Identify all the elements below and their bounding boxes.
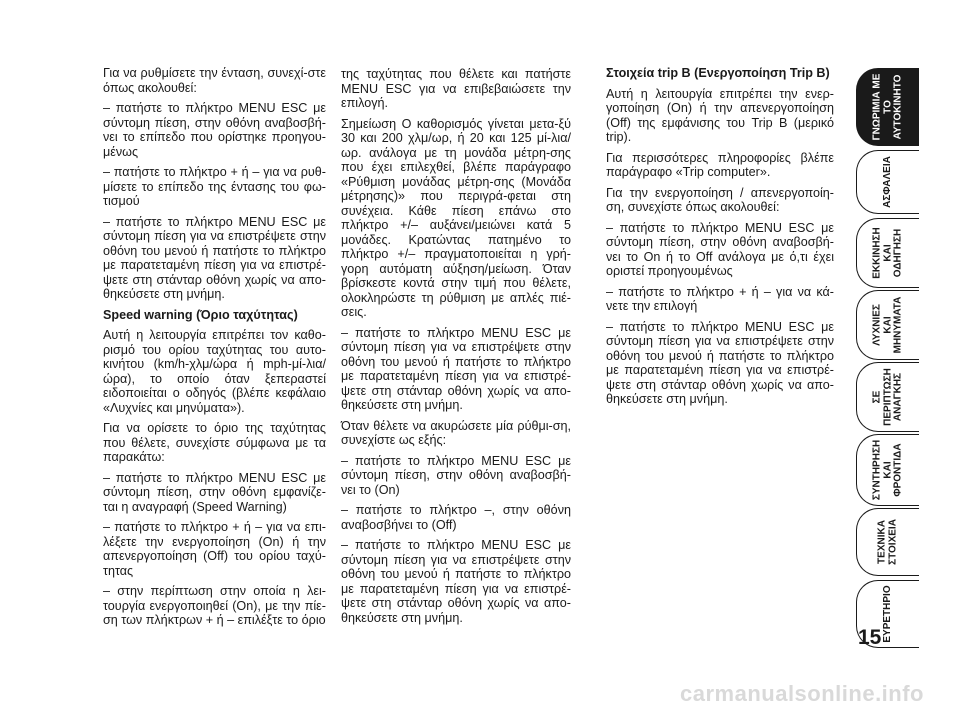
note-paragraph: Σημείωση Ο καθορισμός γίνεται μετα-ξύ 30 και 200 χλμ/ωρ, ή 20 και 125 μί-λια/ωρ. ανάλογα με τη μονάδα μέτρη-σης που έχει επιλεχθεί, βλέπε παράγραφο «Ρύθμιση μονάδας μέτρη-σης (Μονάδα μέτρησης)» που περιγρά-φεται στη συνέχεια. Κάθε πίεση επάνω στο πλήκτρο +/– αυξάνει/μειώνει κατά 5 μονάδες. Κρατώντας πατημένο το πλήκτρο +/– πραγματοποιείται η γρή-γορη αυτόματη αύξηση/μείωση. Όταν βρίσκεστε κοντά στην τιμή που θέλετε, ολοκληρώστε τη ρύθμιση με απλές πιέ-σεις. — [341, 116, 571, 319]
section-heading: Speed warning (Όριο ταχύτητας) — [103, 307, 298, 322]
paragraph: – πατήστε το πλήκτρο –, στην οθόνη αναβοσβήνει το (Off) — [341, 503, 571, 532]
paragraph: – πατήστε το πλήκτρο MENU ESC με σύντομη πίεση, στην οθόνη αναβοσβή-νει το On ή το Off ανάλογα με ό,τι έχει οριστεί προηγουμένως — [606, 220, 834, 278]
paragraph: – πατήστε το πλήκτρο MENU ESC με σύντομη πίεση για να επιστρέψετε στην οθόνη του μενού ή πατήστε το πλήκτρο με παρατεταμένη πίεση για να επιστρέ-ψετε στη στάνταρ οθόνη χωρίς να απο-θηκεύσετε στη μνήμη. — [341, 325, 571, 412]
tab-label: ΣΕ ΠΕΡΙΠΤΩΣΗ ΑΝΑΓΚΗΣ — [871, 368, 904, 426]
paragraph: – πατήστε το πλήκτρο + ή – για να επι-λέξετε την ενεργοποίηση (On) ή την απενεργοποίηση (Off) του ορίου ταχύ-τητας — [103, 520, 326, 578]
tab-technical-data[interactable] — [856, 508, 919, 576]
text-column-3 — [606, 66, 834, 413]
tab-label: ΑΣΦΑΛΕΙΑ — [881, 156, 893, 208]
tab-label: ΛΥΧΝΙΕΣ ΚΑΙ ΜΗΝΥΜΑΤΑ — [871, 296, 904, 354]
paragraph: – πατήστε το πλήκτρο + ή – για να ρυθ-μίσετε το επίπεδο της έντασης του φω-τισμού — [103, 165, 326, 208]
text-column-2 — [341, 67, 571, 631]
paragraph: Αυτή η λειτουργία επιτρέπει τον καθο-ρισμό του ορίου ταχύτητας του αυτο-κινήτου (km/h-χλμ/ώρα ή mph-μί-λια/ώρα), το οποίο όταν ξεπεραστεί ειδοποιείται ο οδηγός (βλέπε κεφάλαιο «Λυχνίες και μηνύματα»). — [103, 328, 326, 415]
tab-getting-to-know[interactable] — [856, 68, 919, 146]
paragraph: Για περισσότερες πληροφορίες βλέπε παράγραφο «Trip computer». — [606, 150, 834, 179]
paragraph: της ταχύτητας που θέλετε και πατήστε MENU ESC για να επιβεβαιώσετε την επιλογή. — [341, 67, 571, 110]
tab-maintenance[interactable] — [856, 434, 919, 506]
paragraph: – πατήστε το πλήκτρο MENU ESC με σύντομη πίεση, στην οθόνη αναβοσβή-νει το επίπεδο που ορίστηκε προηγου-μένως — [103, 101, 326, 159]
paragraph: Αυτή η λειτουργία επιτρέπει την ενερ-γοποίηση (On) ή την απενεργοποίηση (Off) της εμφάνισης του Trip B (μερικό trip). — [606, 86, 834, 144]
paragraph: Για να ρυθμίσετε την ένταση, συνεχί-στε όπως ακολουθεί: — [103, 66, 326, 95]
tab-starting-driving[interactable] — [856, 218, 919, 288]
tab-label: ΤΕΧΝΙΚΑ ΣΤΟΙΧΕΙΑ — [876, 519, 898, 565]
tab-warning-lights[interactable] — [856, 290, 919, 360]
tab-label: ΣΥΝΤΗΡΗΣΗ ΚΑΙ ΦΡΟΝΤΙΔΑ — [871, 439, 904, 501]
section-heading: Στοιχεία trip B (Ενεργοποίηση Trip B) — [606, 66, 830, 80]
watermark: carmanualsonline.info — [680, 681, 924, 706]
tab-label: ΕΚΚΙΝΗΣΗ ΚΑΙ ΟΔΗΓΗΣΗ — [871, 227, 904, 279]
paragraph: – πατήστε το πλήκτρο MENU ESC με σύντομη πίεση για να επιστρέψετε στην οθόνη του μενού ή πατήστε το πλήκτρο με παρατεταμένη πίεση για να επιστρέ-ψετε στη στάνταρ οθόνη χωρίς να απο-θηκεύσετε στη μνήμη. — [103, 214, 326, 301]
paragraph: Για την ενεργοποίηση / απενεργοποίη-ση, συνεχίστε όπως ακολουθεί: — [606, 185, 834, 214]
paragraph: – πατήστε το πλήκτρο MENU ESC με σύντομη πίεση για να επιστρέψετε στην οθόνη του μενού ή πατήστε το πλήκτρο με παρατεταμένη πίεση για να επιστρέ-ψετε στη στάνταρ οθόνη χωρίς να απο-θηκεύσετε στη μνήμη. — [341, 538, 571, 625]
paragraph: – πατήστε το πλήκτρο + ή – για να κά-νετε την επιλογή — [606, 284, 834, 313]
page-number: 15 — [858, 626, 882, 649]
paragraph: Για να ορίσετε το όριο της ταχύτητας που θέλετε, συνεχίστε σύμφωνα με τα παρακάτω: — [103, 421, 326, 464]
tab-safety[interactable] — [856, 150, 919, 214]
paragraph: – πατήστε το πλήκτρο MENU ESC με σύντομη πίεση, στην οθόνη εμφανίζε-ται η αναγραφή (Speed Warning) — [103, 470, 326, 514]
tab-emergency[interactable] — [856, 362, 919, 432]
text-column-1 — [103, 66, 326, 634]
paragraph: Όταν θέλετε να ακυρώσετε μία ρύθμι-ση, συνεχίστε ως εξής: — [341, 418, 571, 447]
paragraph: – πατήστε το πλήκτρο MENU ESC με σύντομη πίεση για να επιστρέψετε στην οθόνη του μενού ή πατήστε το πλήκτρο με παρατεταμένη πίεση για να επιστρέ-ψετε στη στάνταρ οθόνη χωρίς να απο-θηκεύσετε στη μνήμη. — [606, 319, 834, 406]
paragraph: – στην περίπτωση στην οποία η λει-τουργία ενεργοποιηθεί (On), με την πίε-ση των πλήκτρων + ή – επιλέξτε το όριο — [103, 584, 326, 627]
tab-label: ΕΥΡΕΤΗΡΙΟ — [881, 585, 893, 643]
paragraph: – πατήστε το πλήκτρο MENU ESC με σύντομη πίεση, στην οθόνη αναβοσβή-νει το (On) — [341, 453, 571, 497]
tab-label: ΓΝΩΡΙΜΙΑ ΜΕ ΤΟ ΑΥΤΟΚΙΝΗΤΟ — [871, 73, 904, 141]
